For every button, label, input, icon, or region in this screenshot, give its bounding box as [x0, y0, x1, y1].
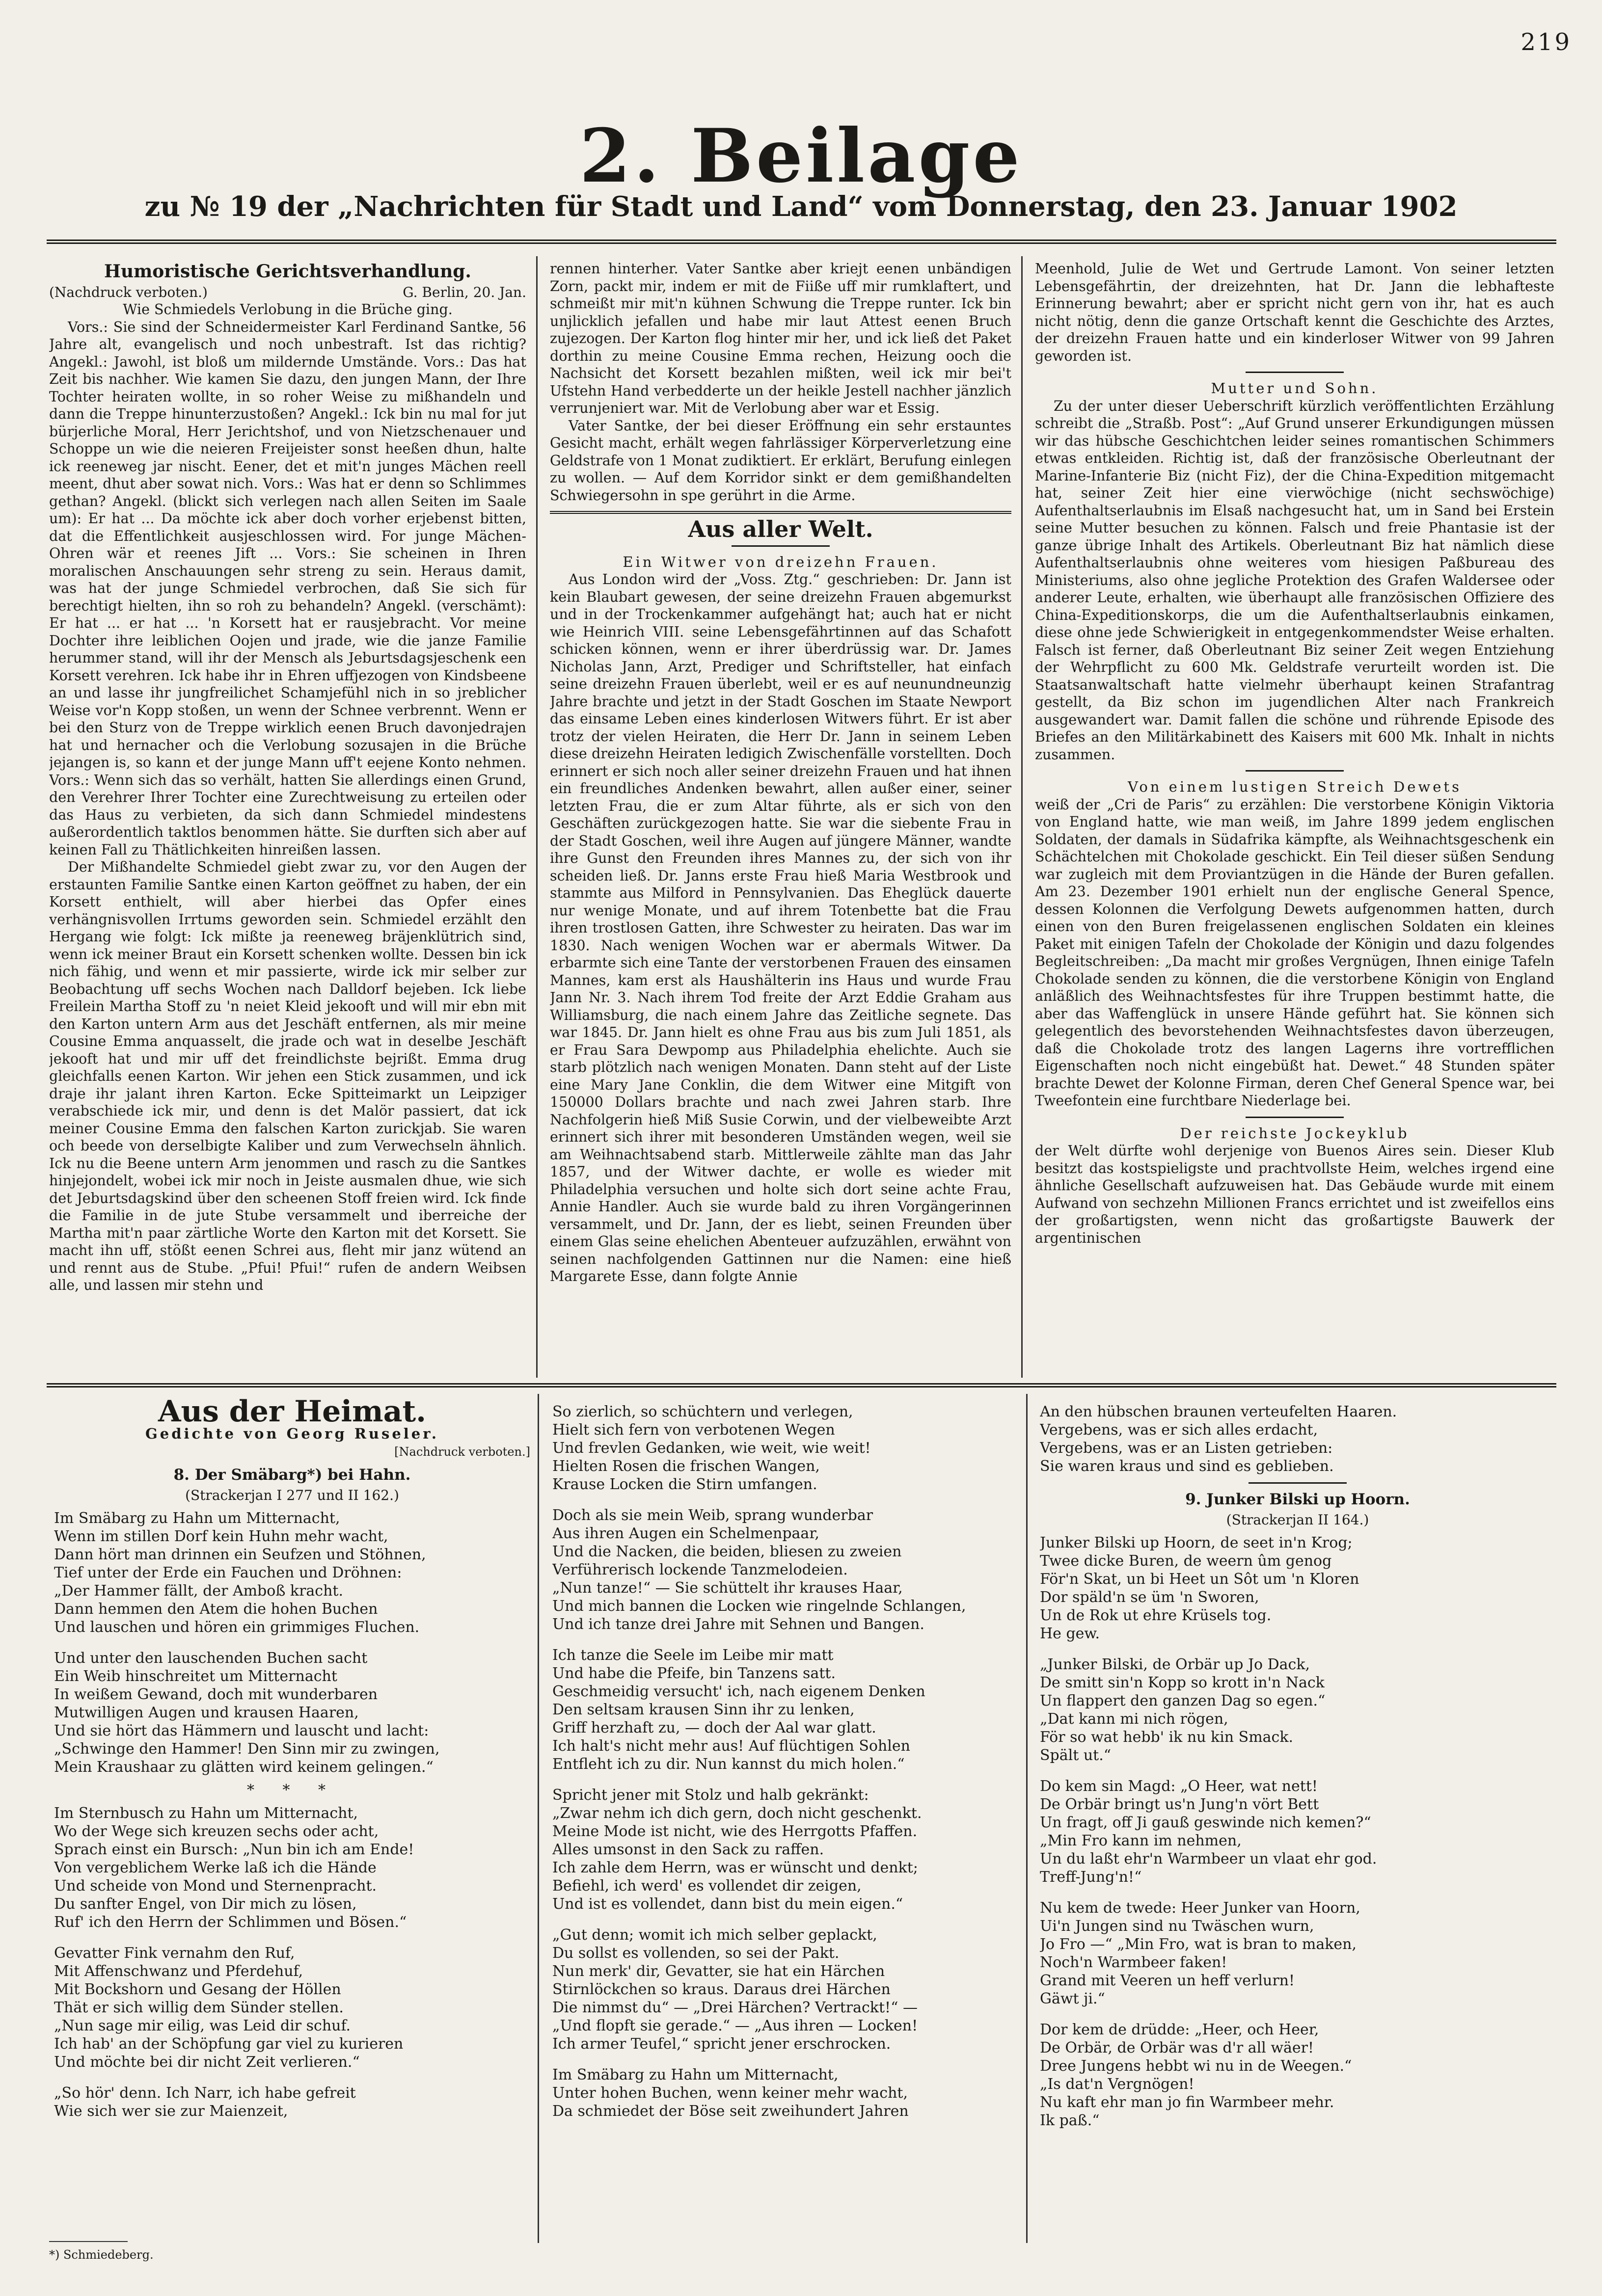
poem-line: „Der Hammer fällt, der Amboß kracht. [54, 1582, 344, 1600]
poem-line: Nu kem de twede: Heer Junker van Hoorn, [1040, 1899, 1360, 1917]
poem-line: Verführerisch lockende Tanzmelodeien. [552, 1561, 848, 1578]
poem-line: „Junker Bilski, de Orbär up Jo Dack, [1040, 1656, 1310, 1673]
stanza-gap [54, 1931, 530, 1944]
poem-line: Stirnlöckchen so kraus. Daraus drei Härchen [552, 1981, 891, 1998]
poem-line: Ich armer Teufel,“ spricht jener erschrocken. [552, 2035, 891, 2053]
stars-separator: * * * [246, 1782, 338, 1799]
poem-line: „Gut denn; womit ich mich selber geplackt, [552, 1926, 877, 1944]
paragraph: Der Mißhandelte Schmiedel giebt zwar zu, vor den Augen der erstaunten Familie Santke einen Karton geöffnet zu haben, der ein Korsett enthielt, will aber hierbei das Opfer eines verhängnisvollen Irrtums geworden sein. Schmiedel erzählt den Hergang wie folgt: Ick mißte ja reeneweg bräjenklütrich sind, wenn ick meiner Braut ein Korsett schenken wollte. Dessen bin ick nich fähig, und wenn et mir passierte, wirde ick mir selber zur Beobachtung uff sechs Wochen nach Dalldorf bejeben. Ick liebe Freilein Martha Stoff zu 'n neiet Kleid jekooft und will mir ebn mit den Karton untern Arm aus det Jeschäft entfernen, als mir meine Cousine Emma anquasselt, die jrade och wat in deselbe Jeschäft jekooft hat und mir uff det freindlichste bejrißt. Emma drug gleichfalls eenen Karton. Wir jehen een Stick zusammen, und ick draje ihr jalant ihren Karton. Ecke Spitteimarkt un Leipziger verabschiede ick mir, und denn is det Malör passiert, dat ick meiner Cousine Emma den falschen Karton zurickjab. Sie waren och beede von derselbigte Kaliber und zum Verwechseln ähnlich. Ick nu die Beene untern Arm jenommen und rasch zu die Santkes hinjejondelt, wobei ick mir noch in Jeiste ausmalen dhue, wie sich det Jeburtsdagskind über den scheenen Stoff freien wird. Ick finde die Familie in de jute Stube versammelt und iberreiche der Martha mit'n paar zärtliche Worte den Karton mit det Korsett. Sie macht ihn uff, stößt eenen Schrei aus, fleht mir janz wütend an und rennt aus de Stube. „Pfui! Pfui!“ rufen de andern Weibsen alle, und lassen mir stehn und [49, 859, 526, 1293]
column-1 [49, 256, 526, 1378]
paragraph: Aus London wird der „Voss. Ztg.“ geschrieben: Dr. Jann ist kein Blaubart gewesen, der seine dreizehn Frauen abgemurkst und in der Trockenkammer aufgehängt hat; auch hat er nicht wie Heinrich VIII. seine Lebensgefährtinnen auf das Schafott schicken können, wenn er ihrer überdrüssig war. Dr. James Nicholas Jann, Arzt, Prediger und Schriftsteller, hat einfach seine dreizehn Frauen überlebt, weil er es auf neunundneunzig Jahre brachte und jetzt in der Stadt Goschen im Staate Newport das einsame Leben eines kinderlosen Witwers führt. Er ist aber trotz der vielen Heiraten, die Herr Dr. Jann in seinem Leben diese dreizehn Heiraten ledigich Zwischenfälle vorstellten. Doch erinnert er sich noch aller seiner dreizehn Frauen und hat ihnen ein freundliches Andenken bewahrt, allen außer einer, seiner letzten Frau, die er zum Altar führte, als er sich von den Geschäften zurückgezogen hatte. Sie war die siebente Frau in der Stadt Goschen, weil ihre Augen auf jüngere Männer, wandte ihre Gunst den Freunden ihres Mannes zu, der sich von ihr scheiden ließ. Dr. Janns erste Frau hieß Maria Westbrook und stammte aus Milford in Pennsylvanien. Das Eheglück dauerte nur wenige Monate, und auf ihrem Totenbette bat die Frau ihren trostlosen Gatten, ihre Schwester zu heiraten. Das war im 1830. Nach wenigen Wochen war er abermals Witwer. Da erbarmte sich eine Tante der verstorbenen Frauen des einsamen Mannes, kam erst als Haushälterin ins Haus und wurde Frau Jann Nr. 3. Nach ihrem Tod freite der Arzt Eddie Graham aus Williamsburg, die nach einem Jahre das Zeitliche segnete. Das war 1845. Dr. Jann hielt es ohne Frau aus bis zum Juli 1851, als er Frau Sara Dewpomp aus Philadelphia ehelichte. Auch sie starb plötzlich nach wenigen Monaten. Dann steht auf der Liste eine Mary Jane Conklin, die dem Witwer eine Mitgift von 150000 Dollars brachte und nach zwei Jahren starb. Ihre Nachfolgerin hieß Miß Susie Corwin, und der vielbeweibte Arzt erinnert sich ihrer mit besonderen Umständen wegen, weil sie am Weihnachtsabend starb. Mittlerweile zählte man das Jahr 1857, und der Witwer dachte, er wolle es wieder mit Philadelphia versuchen und holte sich dort seine achte Frau, Annie Handler. Auch sie wurde bald zu ihren Vorgängerinnen versammelt, und Dr. Jann, der es liebt, seinen Freunden über einem Glas seine ehelichen Abenteuer aufzuzählen, erwähnt von seinen nachfolgenden Gattinnen nur die Namen: eine hieß Margarete Esse, dann folgte Annie [550, 571, 1011, 1284]
item-title: Mutter und Sohn. [1211, 380, 1379, 397]
poem-line: „Zwar nehm ich dich gern, doch nicht geschenkt. [552, 1805, 922, 1822]
poem-line: Im Smäbarg zu Hahn um Mitternacht, [552, 2066, 839, 2083]
poem-line: Und ich tanze drei Jahre mit Sehnen und Bangen. [552, 1616, 924, 1633]
poem-line: „Und flopft sie gerade.“ — „Aus ihren — Locken! [552, 2017, 918, 2034]
poem-line: „Schwinge den Hammer! Den Sinn mir zu zwingen, [54, 1740, 440, 1758]
paragraph: rennen hinterher. Vater Santke aber kriejt eenen unbändigen Zorn, packt mir, indem er mit de Fiiße uff mir rumklaftert, und schmeißt mir mit'n kühnen Schwung die Treppe runter. Ick bin unjlicklich jefallen und habe mir laut Attest eenen Bruch zujezogen. Der Karton flog hinter mir her, und ick ließ det Paket dorthin zu meine Cousine Emma rechen, Heizung ooch die Nachsicht det Korsett bezahlen mißten, weil ick mir bei't Ufstehn Hand verbedderte un der heikle Jestell nachher jänzlich verrunjeniert war. Mit de Verlobung aber war et Essig. [550, 261, 1011, 416]
poem-line: Spricht jener mit Stolz und halb gekränkt: [552, 1787, 869, 1804]
stanza-gap [552, 1633, 1019, 1646]
column-2 [550, 260, 1011, 1378]
paragraph: Vater Santke, der bei dieser Eröffnung ein sehr erstauntes Gesicht macht, erhält wegen fahrlässiger Körperverletzung eine Geldstrafe von 1 Monat zudiktiert. Er erklärt, Berufung einlegen zu wollen. — Auf dem Korridor sinkt er dem gemißhandelten Schwiegersohn in spe gerührt in die Arme. [550, 417, 1011, 504]
poem-line: „Is dat'n Vergnögen! [1040, 2076, 1195, 2093]
poem-line: Noch'n Warmbeer faken! [1040, 1954, 1227, 1971]
poem-line: Ein Weib hinschreitet um Mitternacht [54, 1668, 337, 1685]
poem-line: Und ist es vollendet, dann bist du mein eigen.“ [552, 1896, 903, 1913]
poem-line: Wie sich wer sie zur Maienzeit, [54, 2103, 288, 2120]
poem-line: Nu kaft ehr man jo fin Warmbeer mehr. [1040, 2094, 1334, 2111]
poem-line: Dor späld'n se üm 'n Sworen, [1040, 1589, 1259, 1606]
poem-column-1 [54, 1394, 530, 2228]
poem-line: Da schmiedet der Böse seit zweihundert Jahren [552, 2103, 909, 2120]
poem-line: Un fragt, off Ji gauß geswinde nich kemen?“ [1040, 1814, 1371, 1831]
poem-line: Krause Locken die Stirn umfangen. [552, 1476, 817, 1493]
poem-line: Wo der Wege sich kreuzen sechs oder acht, [54, 1823, 379, 1840]
poem-line: „Dat kann mi nich rögen, [1040, 1710, 1228, 1728]
poem-line: Und lauschen und hören ein grimmiges Fluchen. [54, 1619, 420, 1636]
poem-line: Un flappert den ganzen Dag so egen.“ [1040, 1692, 1326, 1709]
poem-line: „Nun tanze!“ — Sie schüttelt ihr krauses Haar, [552, 1579, 903, 1597]
poem-line: Ik paß.“ [1040, 2112, 1100, 2129]
poem-line: De smitt sin'n Kopp so krott in'n Nack [1040, 1674, 1325, 1691]
poem-line: Spält ut.“ [1040, 1747, 1112, 1764]
item-title: Von einem lustigen Streich Dewets [1128, 778, 1462, 795]
column-divider [536, 256, 538, 1378]
supplement-subtitle: zu № 19 der „Nachrichten für Stadt und Land“ vom Donnerstag, den 23. Januar 1902 [144, 190, 1458, 223]
poem-line: Nun merk' dir, Gevatter, sie hat ein Härchen [552, 1963, 885, 1980]
stanza-gap [552, 2053, 1019, 2066]
poem-line: De Orbär bringt us'n Jung'n vört Bett [1040, 1796, 1319, 1813]
poem-line: Treff-Jung'n!“ [1040, 1869, 1142, 1886]
poem-line: Vergebens, was er an Listen getrieben: [1040, 1440, 1333, 1457]
poem-title: 9. Junker Bilski up Hoorn. [1185, 1491, 1410, 1508]
poem-line: „So hör' denn. Ich Narr, ich habe gefreit [54, 2084, 356, 2102]
stanza-gap [552, 1913, 1019, 1926]
poem-line: Tief unter der Erde ein Fauchen und Dröhnen: [54, 1564, 402, 1581]
poem-line: Ich tanze die Seele im Leibe mir matt [552, 1647, 834, 1664]
poem-lines [552, 1403, 1019, 2120]
poem-line: Jo Fro —“ „Min Fro, wat is bran to maken, [1040, 1936, 1357, 1953]
column-3 [1035, 260, 1554, 1378]
masthead-rule [47, 240, 1556, 244]
poem-line: Du sollst es vollenden, so sei der Pakt. [552, 1945, 840, 1962]
section-rule [550, 511, 1011, 514]
poem-column-2 [552, 1403, 1019, 2237]
poem-line: He gew. [1040, 1625, 1100, 1642]
poem-source: (Strackerjan II 164.) [1226, 1512, 1369, 1528]
poem-line: „Min Fro kann im nehmen, [1040, 1832, 1242, 1849]
poem-line: Alles umsonst in den Sack zu raffen. [552, 1841, 824, 1858]
poem-line: So zierlich, so schüchtern und verlegen, [552, 1403, 853, 1420]
article-lead: Wie Schmiedels Verlobung in die Brüche ging. [123, 301, 453, 318]
stanza-gap [552, 1494, 1019, 1506]
poem-title: 8. Der Smäbarg*) bei Hahn. [173, 1466, 411, 1484]
stanza-gap [54, 2071, 530, 2084]
poem-line: Befiehl, ich werd' es vollendet dir zeigen, [552, 1877, 862, 1895]
paragraph: weiß der „Cri de Paris“ zu erzählen: Die verstorbene Königin Viktoria von England hatte, wie man weiß, im Jahre 1899 jedem englischen Soldaten, der damals in Südafrika kämpfte, als Weihnachtsgeschenk ein Schächtelchen mit Chokolade geschickt. Ein Teil dieser süßen Sendung war zugleich mit dem Proviantzügen in die Hände der Buren gefallen. Am 23. Dezember 1901 erhielt nun der englische General Spence, dessen Kolonnen die Verfolgung Dewets aufgenommen hatten, durch einen von den Buren freigelassenen englischen Soldaten ein kleines Paket mit einigen Tafeln der Chokolade der Königin und dazu folgendes Begleitschreiben: „Da macht mir großes Vergnügen, Ihnen einige Tafeln Chokolade senden zu können, die die verstorbene Königin von England anläßlich des Weihnachtsfestes für ihre Truppen bestimmt hatte, die aber das Waffenglück in unsere Hände geführt hat. Sie können sich gelegentlich des bevorstehenden Weihnachtsfestes davon überzeugen, daß die Chokolade trotz des langen Lagerns ihre vortrefflichen Eigenschaften noch nicht eingebüßt hat. Dewet.“ 48 Stunden später brachte Dewet der Kolonne Firman, deren Chef General Spence war, bei Tweefontein eine furchtbare Niederlage bei. [1035, 796, 1554, 1109]
poem-line: Vergebens, was er sich alles erdacht, [1040, 1421, 1318, 1439]
section-title: Aus aller Welt. [688, 516, 873, 542]
section-rule [47, 1383, 1556, 1388]
poems-author: Gedichte von Georg Ruseler. [145, 1425, 439, 1442]
poem-line: Thät er sich willig dem Sünder stellen. [54, 1999, 344, 2016]
stanza-gap [54, 1636, 530, 1649]
poem-line: Mit Affenschwanz und Pferdehuf, [54, 1963, 303, 1980]
poem-line: Doch als sie mein Weib, sprang wunderbar [552, 1507, 873, 1524]
poem-line: Gevatter Fink vernahm den Ruf, [54, 1945, 295, 1962]
poem-lines [54, 1509, 530, 2120]
stanza-gap [1040, 2008, 1555, 2021]
poem-line: Im Smäbarg zu Hahn um Mitternacht, [54, 1510, 340, 1527]
poem-line: Dann hört man drinnen ein Seufzen und Stöhnen, [54, 1546, 426, 1563]
poem-line: För'n Skat, un bi Heet un Sôt um 'n Kloren [1040, 1571, 1359, 1588]
poem-line: Do kem sin Magd: „O Heer, wat nett! [1040, 1778, 1318, 1795]
poem-line: Dann hemmen den Atem die hohen Buchen [54, 1601, 378, 1618]
column-divider [1021, 256, 1023, 1378]
poem-line: Ich halt's nicht mehr aus! Auf flüchtigen Sohlen [552, 1737, 910, 1755]
poem-line: In weißem Gewand, doch mit wunderbaren [54, 1686, 378, 1703]
divider [1246, 1117, 1344, 1118]
poem-line: Grand mit Veeren un heff verlurn! [1040, 1972, 1295, 1989]
divider [1249, 1482, 1347, 1484]
article-title: Humoristische Gerichtsverhandlung. [104, 261, 471, 282]
item-title: Ein Witwer von dreizehn Frauen. [623, 553, 939, 570]
poem-line: Geschmeidig versucht' ich, nach eigenem Denken [552, 1683, 925, 1700]
poem-line: Hielt sich fern von verbotenen Wegen [552, 1421, 835, 1439]
section-title: Aus der Heimat. [158, 1394, 427, 1429]
divider [1246, 770, 1344, 772]
poem-line: Unter hohen Buchen, wenn keiner mehr wacht, [552, 2084, 908, 2102]
poem-line: Un du laßt ehr'n Warmbeer un vlaat ehr god. [1040, 1850, 1377, 1868]
poem-line: Wenn im stillen Dorf kein Huhn mehr wacht, [54, 1528, 388, 1545]
poem-line: „Nun sage mir eilig, was Leid dir schuf. [54, 2017, 351, 2034]
poem-line: Und mich bannen die Locken wie ringelnde Schlangen, [552, 1598, 966, 1615]
footnote-rule [49, 2241, 128, 2242]
poem-line: Und habe die Pfeife, bin Tanzens satt. [552, 1665, 836, 1682]
column-divider [538, 1394, 539, 2243]
column-divider [1026, 1394, 1028, 2243]
paragraph: Meenhold, Julie de Wet und Gertrude Lamont. Von seiner letzten Lebensgefährtin, der dreizehnten, hat Dr. Jann die lebhafteste Erinnerung bewahrt; aber er spricht nicht gern von ihr, hat es auch nicht nötig, denn die ganze Ortschaft kennt die Geschichte des Arztes, der dreizehn Frauen hatte und ein kinderloser Witwer von 99 Jahren geworden ist. [1035, 261, 1554, 364]
stanza-gap [1040, 1643, 1555, 1655]
poem-line: Ich zahle dem Herrn, was er wünscht und denkt; [552, 1859, 918, 1876]
stanza-gap [1040, 1886, 1555, 1899]
poem-line: Und scheide von Mond und Sternenpracht. [54, 1877, 377, 1895]
poem-line: Un de Rok ut ehre Krüsels tog. [1040, 1607, 1272, 1624]
divider [732, 545, 830, 547]
reprint-note: [Nachdruck verboten.] [394, 1445, 530, 1459]
poem-line: Ich hab' an der Schöpfung gar viel zu kurieren [54, 2035, 404, 2053]
paragraph: Vors.: Sie sind der Schneidermeister Karl Ferdinand Santke, 56 Jahre alt, evangelisch und noch unbestraft. Ist das richtig? Angekl.: Jawohl, ist bloß um mildernde Umstände. Vors.: Das hat Zeit bis nachher. Wie kamen Sie dazu, den jungen Mann, der Ihre Tochter heiraten wollte, in so roher Weise zu mißhandeln und dann die Treppe hinunterzustoßen? Angekl.: Ick bin nu mal for jut bürjerliche Moral, Herr Jerichtshof, und von Nietzschenauer und Schoppe un wie die neieren Freijeister sonst heeßen dhun, halte ick reeneweg jar nischt. Eener, det et mit'n junges Mächen reell meent, dhut aber sowat nich. Vors.: Was hat er denn so Schlimmes gethan? Angekl. (blickt sich verlegen nach allen Seiten im Saale um): Er hat ... Da möchte ick aber doch vorher erjebenst bitten, dat die Effentlichkeit ausjeschlossen wird. For junge Mächen-Ohren wär et reenes Jift ... Vors.: Sie scheinen in Ihren moralischen Anschauungen sehr streng zu sein. Heraus damit, was hat der junge Schmiedel verbrochen, daß Sie sich für berechtigt hielten, ihn so roh zu behandeln? Angekl. (verschämt): Er hat ... er hat ... 'n Korsett hat er rausjebracht. Vor meine Dochter ihre leiblichen Oojen und jrade, wie die janze Familie herummer stand, will ihr der Mensch als Jeburtsdagsjeschenk een Korsett verehren. Ick habe ihr in Ehren uffjezogen von Kindsbeene an und lasse ihr jungfreilichet Schamjefühl nich in so jreblicher Weise vor'n Kopp stoßen, un wenn der Schnee verbrennt. Wenn er bei den Sturz von de Treppe wirklich eenen Bruch davonjedrajen hat und hernacher och die Verlobung sozusajen in die Brüche jejangen is, so kann et der junge Mann uff't eejene Konto nehmen. Vors.: Wenn sich das so verhält, hatten Sie allerdings einen Grund, den Verehrer Ihrer Tochter eine Zurechtweisung zu erteilen oder das Haus zu verbieten, da sich dann Schmiedel mindestens außerordentlich taktlos benommen hätte. Sie durften sich aber auf keinen Fall zu Thätlichkeiten hinreißen lassen. [49, 319, 526, 858]
poem-lines [1040, 1534, 1555, 2130]
paragraph: der Welt dürfte wohl derjenige von Buenos Aires sein. Dieser Klub besitzt das kostspieligste und prachtvollste Heim, welches irgend eine ähnliche Gesellschaft aufzuweisen hat. Das Gebäude wurde mit einem Aufwand von sechzehn Millionen Francs errichtet und ist zweifellos eins der großartigsten, wenn nicht das großartigste Bauwerk der argentinischen [1035, 1143, 1554, 1246]
stanza-gap [1040, 1764, 1555, 1777]
poem-line: Im Sternbusch zu Hahn um Mitternacht, [54, 1805, 358, 1822]
poem-lines [1040, 1403, 1555, 1475]
footnote: *) Schmiedeberg. [49, 2248, 154, 2262]
poem-line: Du sanfter Engel, von Dir mich zu lösen, [54, 1896, 357, 1913]
poem-line: De Orbär, de Orbär was d'r all wäer! [1040, 2039, 1314, 2056]
reprint-note: (Nachdruck verboten.) [49, 284, 208, 300]
stanza-gap [552, 1773, 1019, 1786]
masthead: 2. Beilage [579, 113, 1023, 199]
poem-line: Entfleht ich zu dir. Nun kannst du mich holen.“ [552, 1756, 905, 1773]
byline [49, 284, 526, 301]
poem-line: Mein Kraushaar zu glätten wird keinem gelingen.“ [54, 1759, 434, 1776]
poem-line: Von vergeblichem Werke laß ich die Hände [54, 1859, 377, 1876]
poem-line: Mit Bockshorn und Gesang der Höllen [54, 1981, 341, 1998]
poem-line: Und die Nacken, die beiden, bliesen zu zweien [552, 1543, 902, 1560]
poem-line: Sprach einst ein Bursch: „Nun bin ich am Ende! [54, 1841, 414, 1858]
poem-line: Aus ihren Augen ein Schelmenpaar, [552, 1525, 819, 1542]
poem-line: Dree Jungens hebbt wi nu in de Weegen.“ [1040, 2057, 1352, 2075]
dateline: G. Berlin, 20. Jan. [403, 284, 526, 300]
poem-line: För so wat hebb' ik nu kin Smack. [1040, 1729, 1294, 1746]
paragraph: Zu der unter dieser Ueberschrift kürzlich veröffentlichten Erzählung schreibt die „Straßb. Post“: „Auf Grund unserer Erkundigungen müssen wir das hübsche Geschichtchen leider seines romantischen Schimmers etwas entkleiden. Richtig ist, daß der französische Oberleutnant der Marine-Infanterie Biz (nicht Fiz), der die China-Expedition mitgemacht hat, seiner Zeit hier eine vierwöchige (nicht sechswöchige) Aufenthaltserlaubnis im Elsaß nachgesucht hat, um in Sand bei Erstein seine Mutter besuchen zu können. Falsch und freie Phantasie ist der ganze übrige Inhalt des Artikels. Oberleutnant Biz hat nämlich diese Aufenthaltserlaubnis ohne weiteres vom hiesigen Paßbureau des Ministeriums, also ohne jegliche Protektion des Grafen Waldersee oder anderer Leute, erhalten, wie überhaupt alle französischen Offiziere des China-Expeditionskorps, die um die Aufenthaltserlaubnis einkamen, diese ohne jede Schwierigkeit in entgegenkommendster Weise erhalten. Falsch ist ferner, daß Oberleutnant Biz seiner Zeit wegen Entziehung der Wehrpflicht zu 600 Mk. Geldstrafe verurteilt worden ist. Die Staatsanwaltschaft hatte vielmehr überhaupt keinen Strafantrag gestellt, da Biz schon im jugendlichen Alter nach Frankreich ausgewandert war. Damit fallen die schöne und rührende Episode des Briefes an den Militärkabinett des Kaisers mit 600 Mk. Inhalt in nichts zusammen. [1035, 398, 1554, 763]
page-number: 219 [1521, 28, 1572, 56]
poem-line: Und möchte bei dir nicht Zeit verlieren.“ [54, 2054, 360, 2071]
poem-line: Und frevlen Gedanken, wie weit, wie weit! [552, 1440, 871, 1457]
poem-column-3 [1040, 1403, 1555, 2237]
poem-source: (Strackerjan I 277 und II 162.) [185, 1487, 399, 1503]
poem-line: Hielten Rosen die frischen Wangen, [552, 1458, 820, 1475]
poem-line: Mutwilligen Augen und krausen Haaren, [54, 1704, 359, 1721]
item-title: Der reichste Jockeyklub [1180, 1124, 1410, 1142]
poem-line: Sie waren kraus und sind es geblieben. [1040, 1458, 1334, 1475]
poem-line: Meine Mode ist nicht, wie des Herrgotts Pfaffen. [552, 1823, 918, 1840]
poem-line: Junker Bilski up Hoorn, de seet in'n Krog; [1040, 1534, 1353, 1551]
poem-line: Ruf' ich den Herrn der Schlimmen und Bösen.“ [54, 1914, 407, 1931]
poem-line: Griff herzhaft zu, — doch der Aal war glatt. [552, 1719, 876, 1736]
poem-line: An den hübschen braunen verteufelten Haaren. [1040, 1403, 1397, 1420]
poem-line: Und unter den lauschenden Buchen sacht [54, 1650, 368, 1667]
poem-line: Den seltsam krausen Sinn ihr zu lenken, [552, 1701, 855, 1718]
poem-line: Gäwt ji.“ [1040, 1990, 1105, 2007]
poem-line: Und sie hört das Hämmern und lauscht und lacht: [54, 1722, 429, 1739]
poem-line: Twee dicke Buren, de weern ûm genog [1040, 1552, 1332, 1570]
poem-line: Dor kem de drüdde: „Heer, och Heer, [1040, 2021, 1319, 2038]
divider [1246, 372, 1344, 373]
poem-line: Ui'n Jungen sind nu Twäschen wurn, [1040, 1918, 1314, 1935]
poem-line: Die nimmst du“ — „Drei Härchen? Vertrackt!“ — [552, 1999, 918, 2016]
